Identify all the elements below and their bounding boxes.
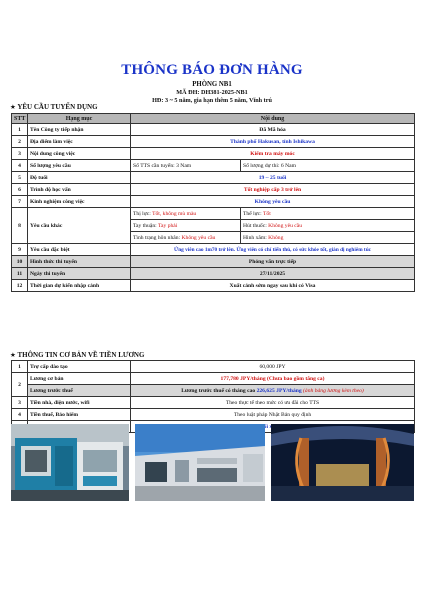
table-row: Tay thuận: Tay phải Hút thuốc: Không yêu cầu bbox=[12, 220, 415, 232]
kanazawa-gate-photo bbox=[271, 424, 414, 501]
table-row: 2 Địa điểm làm việc Thành phố Hakusan, tỉnh Ishikawa bbox=[12, 136, 415, 148]
table-row: Lương trước thuế Lương trước thuế có tháng cao 226,625 JPY/tháng (ảnh bảng lương kèm theo) bbox=[12, 385, 415, 397]
contract-terms: HĐ: 3 ~ 5 năm, gia hạn thêm 5 năm, Vĩnh trú bbox=[152, 96, 272, 104]
table-row: 12 Thời gian dự kiến nhập cảnh Xuất cảnh sớm ngay sau khi có Visa bbox=[12, 280, 415, 292]
table-row: 10 Hình thức thi tuyển Phỏng vấn trực tiếp bbox=[12, 256, 415, 268]
department-label: PHÒNG NB1 bbox=[192, 81, 232, 88]
factory-building-photo bbox=[135, 424, 265, 501]
star-icon: ★ bbox=[10, 351, 16, 359]
table-row: 5 Độ tuổi 19 ~ 25 tuổi bbox=[12, 172, 415, 184]
order-code: MÃ ĐH: DH381-2025-NB1 bbox=[176, 89, 248, 96]
table-row: 3 Tiền nhà, điện nước, wifi Theo thực tế theo mức có ưu đãi cho TTS bbox=[12, 397, 415, 409]
trainee-count: Số TTS cần tuyển: 3 Nam bbox=[131, 160, 241, 172]
table-row: 11 Ngày thi tuyển 27/11/2025 bbox=[12, 268, 415, 280]
table-header-row bbox=[12, 114, 415, 124]
table-row: 2 Lương cơ bản 177,780 JPY/tháng (Chưa bao gồm tăng ca) bbox=[12, 373, 415, 385]
table-row: 4 Số lượng yêu cầu Số TTS cần tuyển: 3 Nam Số lượng dự thi: 6 Nam bbox=[12, 160, 415, 172]
table-row: Tình trạng hôn nhân: Không yêu cầu Hình xăm: Không bbox=[12, 232, 415, 244]
table-row: 9 Yêu cầu đặc biệt Ứng viên cao 1m70 trở lên. Ứng viên có chí tiến thủ, có sức khỏe tốt, giàn dị nghiêm túc bbox=[12, 244, 415, 256]
col-header-stt: STT bbox=[12, 114, 28, 124]
table-row: 1 Tên Công ty tiếp nhận Đã Mã hóa bbox=[12, 124, 415, 136]
recruitment-table bbox=[11, 113, 415, 292]
table-row: 6 Trình độ học vấn Tốt nghiệp cấp 3 trở lên bbox=[12, 184, 415, 196]
star-icon: ★ bbox=[10, 103, 16, 111]
section-recruitment-heading: ★ YÊU CẦU TUYỂN DỤNG bbox=[10, 103, 98, 111]
table-row: 8 Yêu cầu khác Thị lực: Tốt, không mù màu Thể lực: Tốt bbox=[12, 208, 415, 220]
factory-machine-photo bbox=[11, 424, 129, 501]
page-title: THÔNG BÁO ĐƠN HÀNG bbox=[121, 62, 303, 78]
table-row: 3 Nội dung công việc Kiểm tra máy móc bbox=[12, 148, 415, 160]
table-row: 4 Tiền thuế, Bảo hiểm Theo luật pháp Nhật Bản quy định bbox=[12, 409, 415, 421]
candidate-count: Số lượng dự thi: 6 Nam bbox=[241, 160, 415, 172]
section-salary-heading: ★ THÔNG TIN CƠ BẢN VỀ TIỀN LƯƠNG bbox=[10, 351, 145, 359]
col-header-content: Nội dung bbox=[131, 114, 415, 124]
table-row: 1 Trợ cấp đào tạo 60,000 JPY bbox=[12, 361, 415, 373]
table-row: 7 Kinh nghiệm công việc Không yêu cầu bbox=[12, 196, 415, 208]
salary-table bbox=[11, 360, 415, 433]
col-header-item: Hạng mục bbox=[28, 114, 131, 124]
